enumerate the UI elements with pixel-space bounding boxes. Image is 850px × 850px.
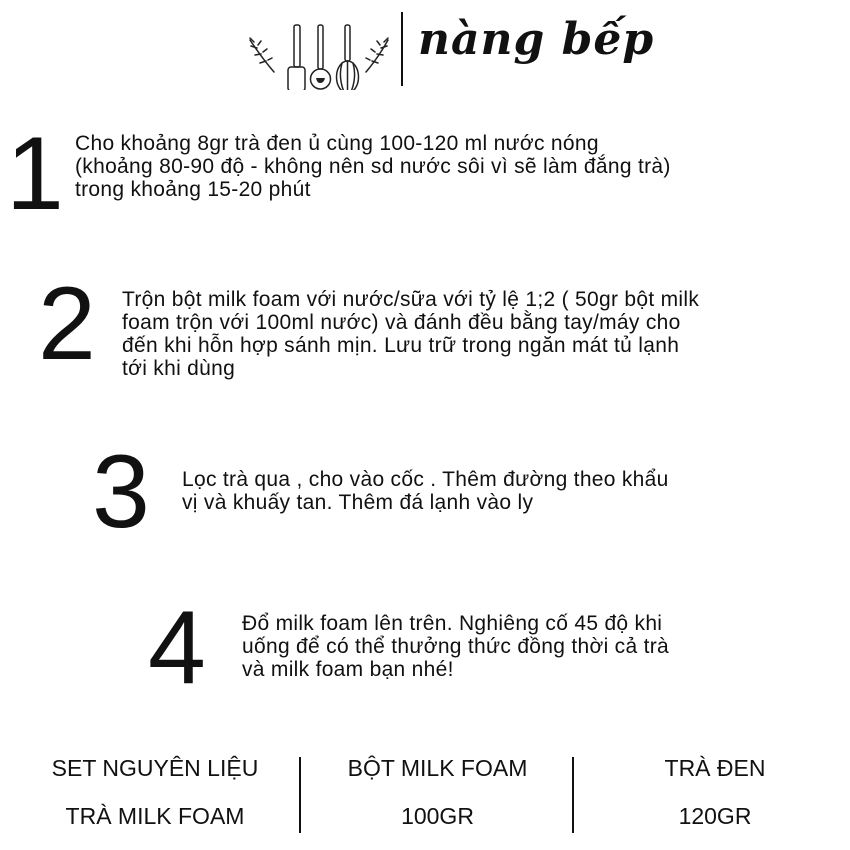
footer-amount-1: 100GR	[401, 803, 474, 829]
logo-divider	[401, 12, 403, 86]
step-1-text	[75, 132, 671, 201]
step-line: tới khi dùng	[122, 357, 236, 380]
step-line: và milk foam bạn nhé!	[242, 658, 454, 681]
footer-amount-2: 120GR	[678, 803, 752, 829]
footer-divider	[299, 757, 301, 833]
step-line: vị và khuấy tan. Thêm đá lạnh vào ly	[182, 491, 534, 514]
step-line: đến khi hỗn hợp sánh mịn. Lưu trữ trong ngăn mát tủ lạnh	[122, 334, 680, 357]
footer-set-label: SET NGUYÊN LIỆU	[51, 755, 259, 781]
step-number: 4	[148, 590, 206, 706]
footer-ingredient-2: TRÀ ĐEN	[664, 755, 766, 781]
step-4-text	[242, 612, 669, 681]
step-line: Đổ milk foam lên trên. Nghiêng cố 45 độ khi	[242, 612, 663, 635]
step-2-text	[122, 288, 699, 380]
step-line: Cho khoảng 8gr trà đen ủ cùng 100-120 ml nước nóng	[75, 132, 599, 155]
step-line: Lọc trà qua , cho vào cốc . Thêm đường theo khẩu	[182, 468, 669, 491]
step-line: uống để có thể thưởng thức đồng thời cả trà	[242, 635, 669, 658]
step-number: 2	[38, 266, 96, 382]
brand-name: nàng bếp	[418, 14, 655, 65]
footer-set-name: TRÀ MILK FOAM	[65, 803, 245, 829]
step-line: foam trộn với 100ml nước) và đánh đều bằng tay/máy cho	[122, 311, 681, 334]
step-3-text	[182, 468, 669, 514]
step-line: trong khoảng 15-20 phút	[75, 178, 311, 201]
step-number: 1	[6, 116, 64, 232]
footer-ingredient-1: BỘT MILK FOAM	[347, 755, 528, 781]
step-line: Trộn bột milk foam với nước/sữa với tỷ lệ 1;2 ( 50gr bột milk	[122, 288, 700, 311]
footer-divider	[572, 757, 574, 833]
step-number: 3	[92, 434, 150, 550]
step-line: (khoảng 80-90 độ - không nên sd nước sôi vì sẽ làm đắng trà)	[75, 155, 671, 178]
